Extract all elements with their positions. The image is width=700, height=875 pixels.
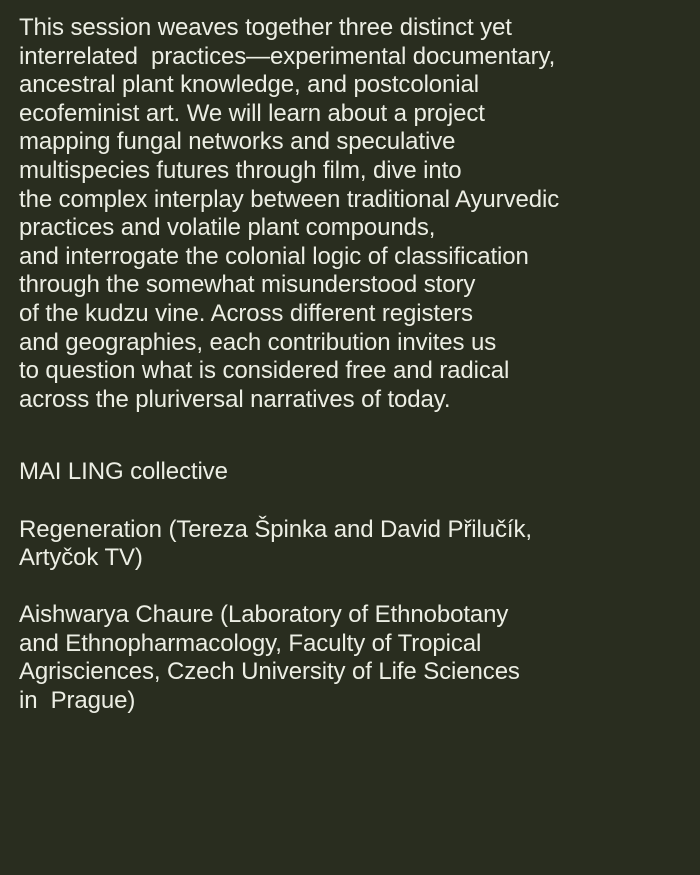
participant-aishwarya-chaure [19, 601, 660, 715]
participant-line: Aishwarya Chaure (Laboratory of Ethnobotany [19, 601, 509, 629]
description-line: the complex interplay between traditional Ayurvedic [19, 185, 560, 213]
participant-line: in Prague) [19, 687, 136, 715]
participant-line: Regeneration (Tereza Špinka and David Přilučík, [19, 515, 532, 543]
participant-line: and Ethnopharmacology, Faculty of Tropical [19, 629, 482, 657]
session-description [19, 14, 660, 414]
description-line: This session weaves together three distinct yet [19, 14, 512, 41]
description-line: across the pluriversal narratives of today. [19, 385, 451, 413]
description-line: to question what is considered free and radical [19, 357, 510, 385]
participant-line: Agrisciences, Czech University of Life Sciences [19, 658, 520, 686]
description-line: and geographies, each contribution invites us [19, 328, 497, 356]
description-line: and interrogate the colonial logic of classification [19, 242, 529, 270]
participant-line: Artyčok TV) [19, 544, 143, 572]
participant-regeneration [19, 516, 660, 573]
participant-mai-ling [19, 458, 660, 487]
description-line: ancestral plant knowledge, and postcolonial [19, 71, 480, 99]
participants-list [19, 458, 660, 715]
description-line: through the somewhat misunderstood story [19, 271, 476, 299]
description-line: mapping fungal networks and speculative [19, 128, 456, 156]
description-line: interrelated practices—experimental documentary, [19, 42, 556, 70]
description-line: multispecies futures through film, dive into [19, 156, 462, 184]
description-line: ecofeminist art. We will learn about a project [19, 99, 485, 127]
participant-line: MAI LING collective [19, 458, 228, 486]
description-line: of the kudzu vine. Across different registers [19, 299, 473, 327]
description-line: practices and volatile plant compounds, [19, 214, 436, 242]
